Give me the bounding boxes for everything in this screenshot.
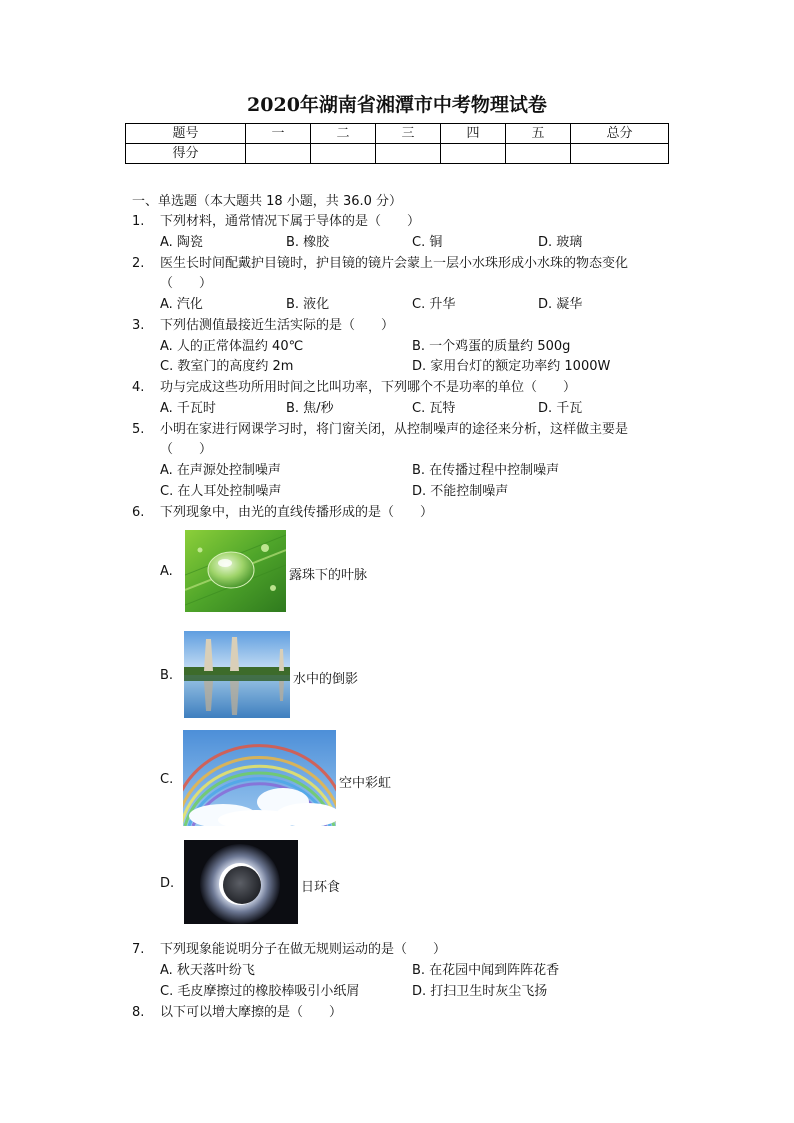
score-cell bbox=[506, 144, 571, 164]
question-text: 小明在家进行网课学习时，将门窗关闭，从控制噪声的途径来分析，这样做主要是 bbox=[160, 422, 629, 437]
score-cell bbox=[571, 144, 669, 164]
question-5 bbox=[132, 418, 628, 437]
question-1 bbox=[132, 210, 420, 229]
option-c: C. 瓦特 bbox=[412, 401, 456, 416]
question-text: 下列材料，通常情况下属于导体的是（ ） bbox=[160, 214, 421, 229]
question-text-cont: （ ） bbox=[160, 276, 213, 291]
option-b: B. 一个鸡蛋的质量约 500g bbox=[412, 339, 571, 354]
option-a: A. 汽化 bbox=[160, 297, 203, 312]
dewdrop-leaf-image bbox=[185, 530, 286, 612]
question-6 bbox=[132, 501, 433, 520]
score-cell bbox=[376, 144, 441, 164]
question-text: 功与完成这些功所用时间之比叫功率，下列哪个不是功率的单位（ ） bbox=[160, 380, 577, 395]
question-number: 2. bbox=[132, 256, 145, 271]
score-header-cell: 三 bbox=[376, 124, 441, 144]
rainbow-image bbox=[183, 730, 336, 826]
option-c: C. 在人耳处控制噪声 bbox=[160, 484, 282, 499]
score-value-row bbox=[126, 144, 669, 164]
score-header-cell: 二 bbox=[311, 124, 376, 144]
option-b-caption: 水中的倒影 bbox=[293, 672, 359, 687]
option-d-caption: 日环食 bbox=[301, 880, 341, 895]
question-text: 下列现象能说明分子在做无规则运动的是（ ） bbox=[160, 942, 447, 957]
question-text: 下列估测值最接近生活实际的是（ ） bbox=[160, 318, 395, 333]
question-number: 7. bbox=[132, 942, 145, 957]
option-c: C. bbox=[160, 772, 174, 787]
score-table bbox=[125, 123, 669, 164]
option-b: B. 橡胶 bbox=[286, 235, 330, 250]
option-a: A. bbox=[160, 564, 173, 579]
score-header-cell: 一 bbox=[246, 124, 311, 144]
score-cell bbox=[246, 144, 311, 164]
option-b: B. 液化 bbox=[286, 297, 330, 312]
option-d: D. 打扫卫生时灰尘飞扬 bbox=[412, 984, 548, 999]
option-c: C. 铜 bbox=[412, 235, 443, 250]
question-number: 5. bbox=[132, 422, 145, 437]
option-a-caption: 露珠下的叶脉 bbox=[289, 568, 368, 583]
question-text: 以下可以增大摩擦的是（ ） bbox=[160, 1005, 343, 1020]
score-header-cell: 四 bbox=[441, 124, 506, 144]
score-row-label: 得分 bbox=[126, 144, 246, 164]
annular-eclipse-image bbox=[184, 840, 298, 924]
option-d: D. 凝华 bbox=[538, 297, 583, 312]
option-b: B. 在花园中闻到阵阵花香 bbox=[412, 963, 560, 978]
option-a: A. 陶瓷 bbox=[160, 235, 203, 250]
option-b: B. 在传播过程中控制噪声 bbox=[412, 463, 560, 478]
option-d: D. 千瓦 bbox=[538, 401, 583, 416]
option-d: D. 家用台灯的额定功率约 1000W bbox=[412, 359, 611, 374]
option-a: A. 在声源处控制噪声 bbox=[160, 463, 281, 478]
score-cell bbox=[441, 144, 506, 164]
option-d: D. bbox=[160, 876, 175, 891]
question-3 bbox=[132, 314, 394, 333]
option-a: A. 千瓦时 bbox=[160, 401, 216, 416]
option-a: A. 秋天落叶纷飞 bbox=[160, 963, 255, 978]
option-c: C. 教室门的高度约 2m bbox=[160, 359, 294, 374]
page-title: 2020年湖南省湘潭市中考物理试卷 bbox=[247, 94, 547, 116]
score-header-cell: 题号 bbox=[126, 124, 246, 144]
question-number: 1. bbox=[132, 214, 145, 229]
question-2 bbox=[132, 252, 628, 271]
section-heading: 一、单选题（本大题共 18 小题，共 36.0 分） bbox=[132, 194, 403, 209]
score-header-cell: 五 bbox=[506, 124, 571, 144]
option-d: D. 玻璃 bbox=[538, 235, 583, 250]
option-b: B. bbox=[160, 668, 174, 683]
option-c: C. 升华 bbox=[412, 297, 456, 312]
pagoda-reflection-image bbox=[184, 631, 290, 718]
option-c-caption: 空中彩虹 bbox=[339, 776, 392, 791]
question-text-cont: （ ） bbox=[160, 442, 213, 457]
question-4 bbox=[132, 376, 576, 395]
question-number: 3. bbox=[132, 318, 145, 333]
option-c: C. 毛皮摩擦过的橡胶棒吸引小纸屑 bbox=[160, 984, 360, 999]
option-d: D. 不能控制噪声 bbox=[412, 484, 509, 499]
question-8 bbox=[132, 1001, 342, 1020]
option-a: A. 人的正常体温约 40℃ bbox=[160, 339, 304, 354]
question-7 bbox=[132, 938, 446, 957]
question-number: 8. bbox=[132, 1005, 145, 1020]
question-number: 4. bbox=[132, 380, 145, 395]
score-cell bbox=[311, 144, 376, 164]
option-b: B. 焦/秒 bbox=[286, 401, 334, 416]
question-number: 6. bbox=[132, 505, 145, 520]
question-text: 医生长时间配戴护目镜时，护目镜的镜片会蒙上一层小水珠形成小水珠的物态变化 bbox=[160, 256, 629, 271]
question-text: 下列现象中，由光的直线传播形成的是（ ） bbox=[160, 505, 434, 520]
score-header-row bbox=[126, 124, 669, 144]
score-header-cell: 总分 bbox=[571, 124, 669, 144]
